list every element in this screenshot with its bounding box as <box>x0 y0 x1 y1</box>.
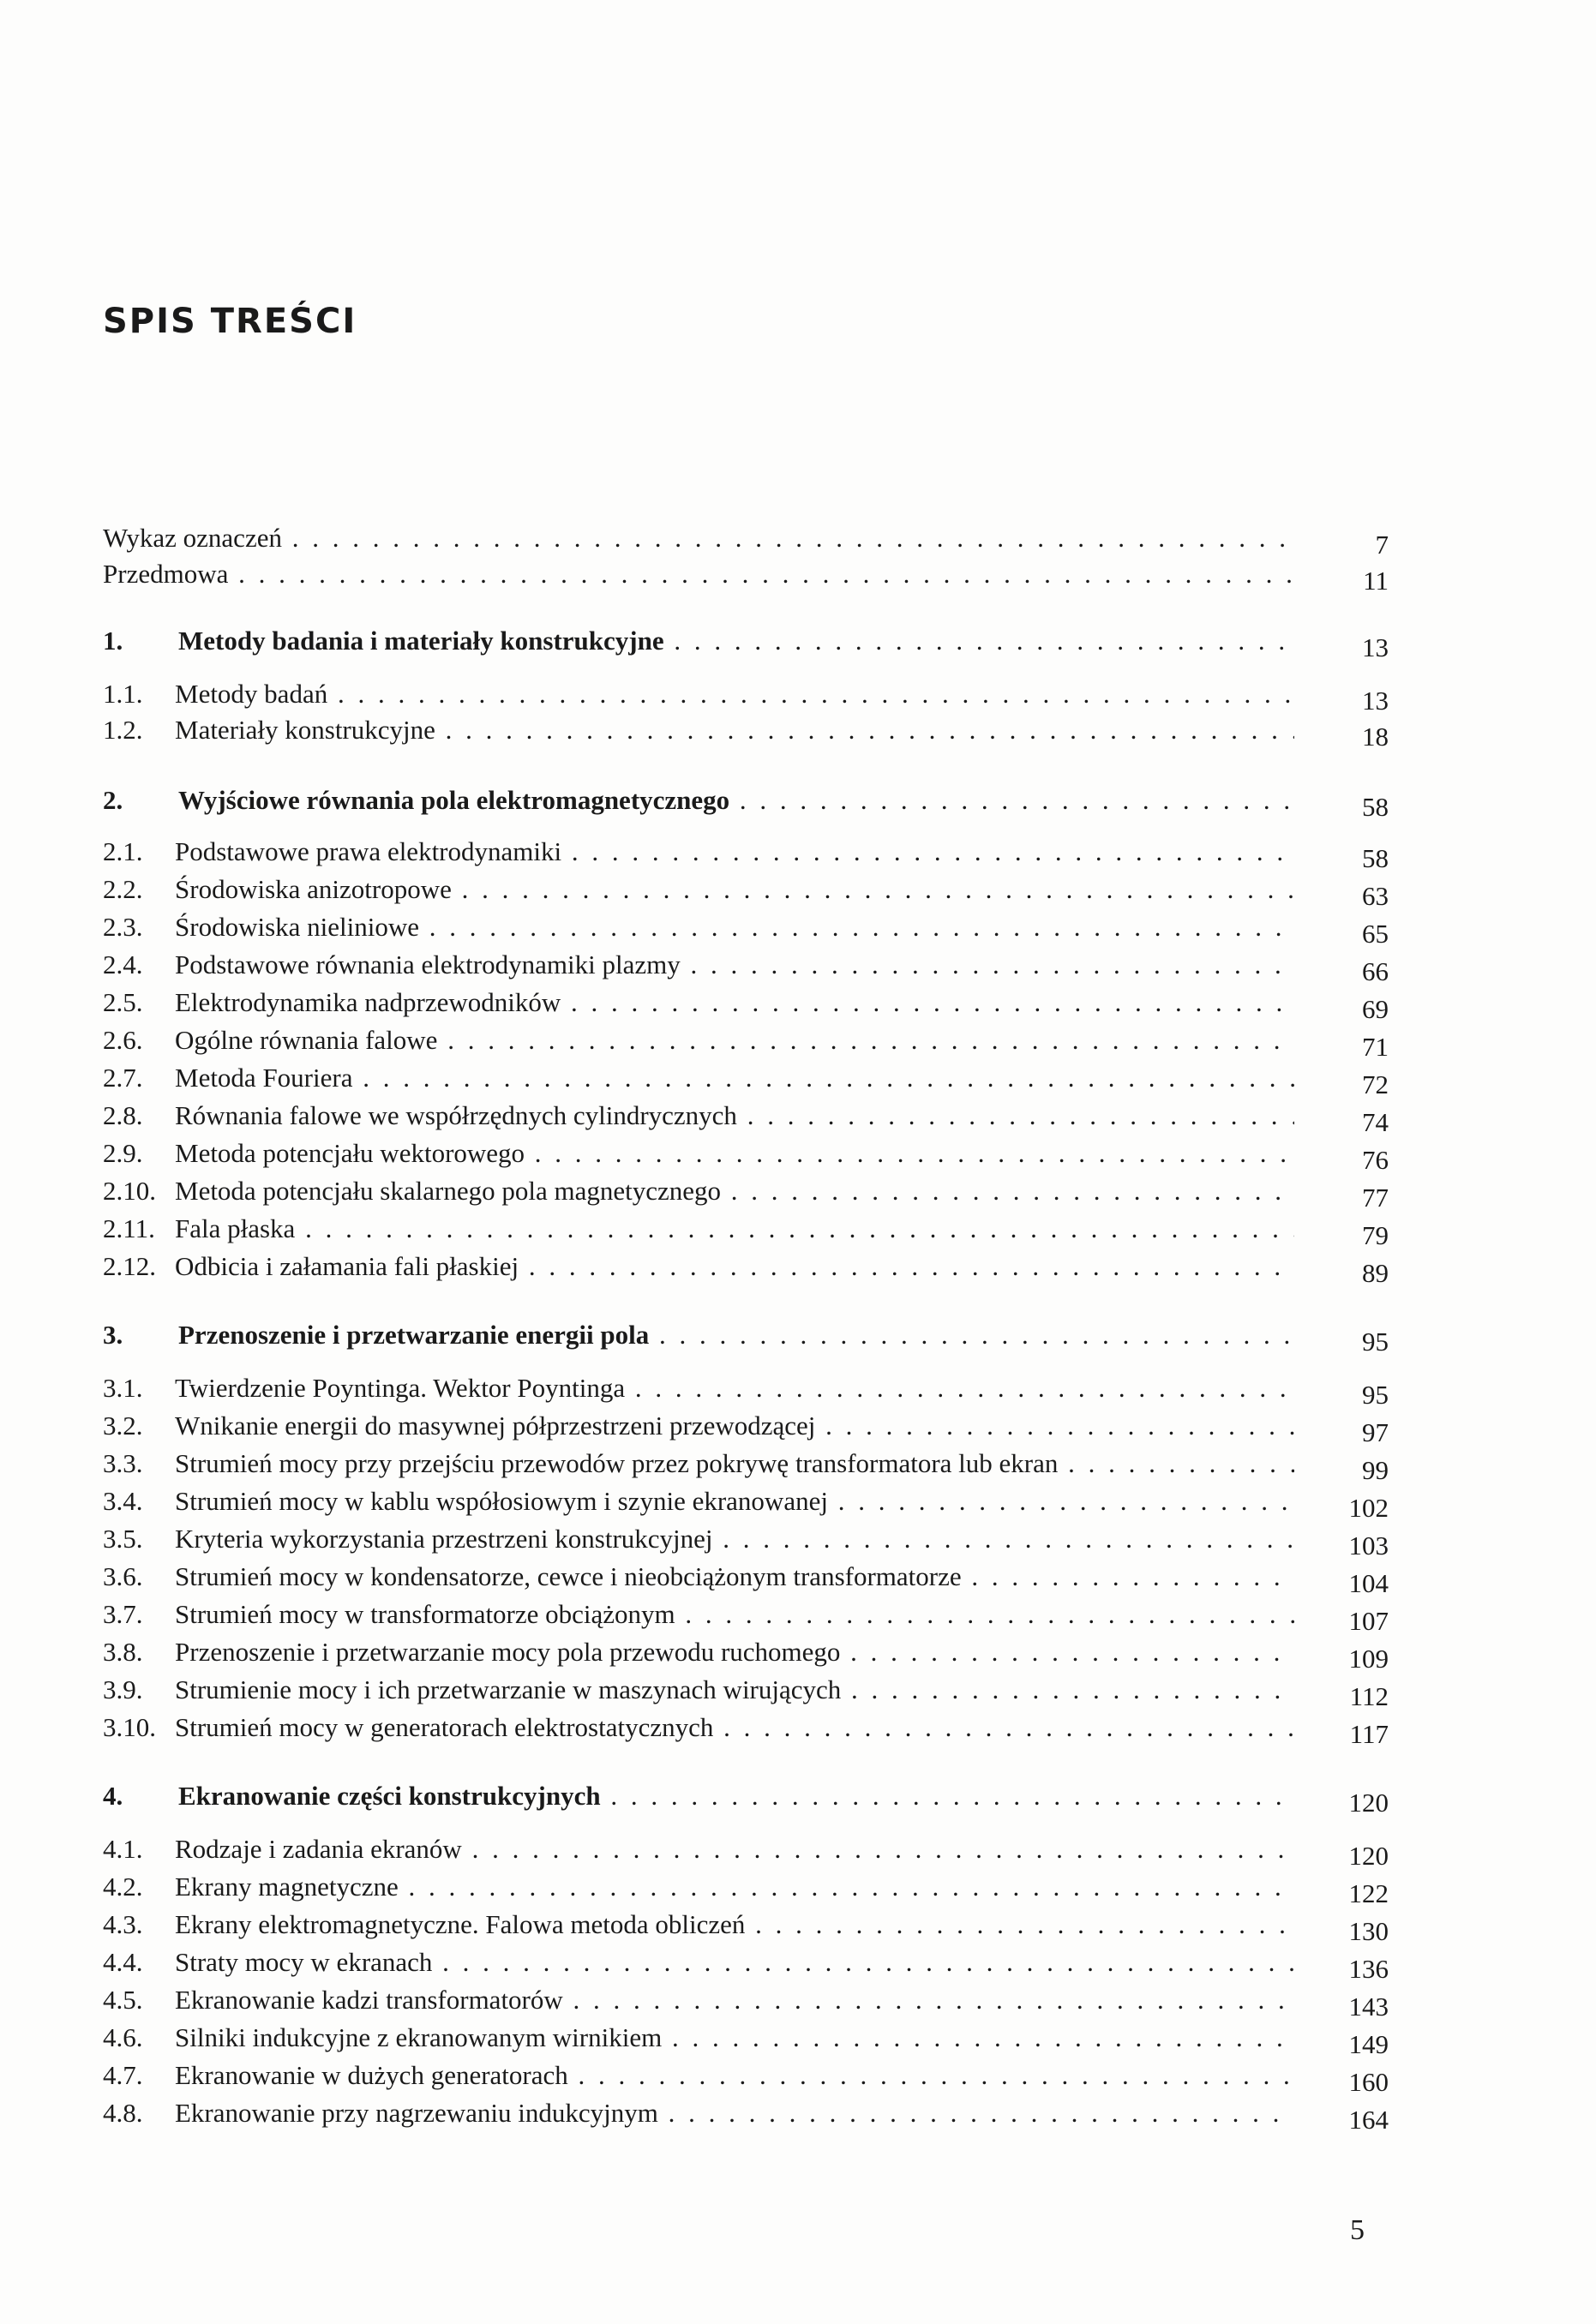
toc-entry-page: 102 <box>1348 1493 1389 1523</box>
toc-entry-title: Ekranowanie części konstrukcyjnych . . . <box>178 1777 1294 1815</box>
toc-entry-number: 3.10. <box>103 1712 156 1742</box>
toc-entry-page: 117 <box>1349 1719 1389 1749</box>
toc-entry-row[interactable] <box>103 1021 1389 1062</box>
toc-entry-title: Ekranowanie w dużych generatorach . . . <box>175 2057 1294 2094</box>
toc-entry-page: 74 <box>1362 1107 1389 1137</box>
toc-entry-page: 97 <box>1362 1417 1389 1447</box>
toc-entry-number: 4.4. <box>103 1947 143 1977</box>
toc-entry-page: 13 <box>1362 632 1389 662</box>
toc-entry-title: Metoda potencjału skalarnego pola magnetycznego . . . <box>175 1172 1294 1210</box>
toc-entry-number: 2.3. <box>103 912 143 942</box>
toc-entry-number: 4. <box>103 1781 123 1811</box>
toc-entry-title: Środowiska nieliniowe . . . <box>175 908 1294 946</box>
toc-entry-page: 69 <box>1362 994 1389 1024</box>
toc-entry-page: 149 <box>1348 2029 1389 2059</box>
toc-chapter-row[interactable] <box>103 1777 1389 1818</box>
toc-entry-title: Przenoszenie i przetwarzanie mocy pola przewodu ruchomego . . . <box>175 1633 1294 1671</box>
toc-entry-row[interactable] <box>103 2094 1389 2135</box>
toc-entry-title: Fala płaska . . . <box>175 1210 1294 1248</box>
toc-entry-row[interactable] <box>103 711 1389 752</box>
toc-entry-row[interactable] <box>103 1172 1389 1213</box>
toc-entry-row[interactable] <box>103 1830 1389 1871</box>
toc-chapter-row[interactable] <box>103 622 1389 660</box>
toc-entry-row[interactable] <box>103 1482 1389 1523</box>
toc-entry-number: 1. <box>103 626 123 656</box>
toc-entry-title: Ekranowanie kadzi transformatorów . . . <box>175 1981 1294 2019</box>
toc-entry-number: 2. <box>103 785 123 815</box>
toc-entry-title: Materiały konstrukcyjne . . . <box>175 711 1294 749</box>
toc-entry-number: 4.8. <box>103 2098 143 2128</box>
toc-entry-title: Odbicia i załamania fali płaskiej . . . <box>175 1248 1294 1285</box>
toc-entry-number: 4.3. <box>103 1909 143 1939</box>
toc-entry-number: 3.5. <box>103 1524 143 1554</box>
toc-entry-row[interactable] <box>103 555 1389 596</box>
toc-entry-number: 4.7. <box>103 2060 143 2090</box>
toc-entry-page: 95 <box>1362 1380 1389 1410</box>
toc-entry-row[interactable] <box>103 1059 1389 1097</box>
toc-entry-number: 2.2. <box>103 874 143 904</box>
toc-entry-number: 2.10. <box>103 1176 156 1206</box>
toc-entry-title: Równania falowe we współrzędnych cylindrycznych . . . <box>175 1097 1294 1135</box>
toc-entry-title: Strumień mocy w kablu współosiowym i szynie ekranowanej . . . <box>175 1482 1294 1520</box>
toc-entry-page: 112 <box>1349 1681 1389 1711</box>
toc-entry-row[interactable] <box>103 1633 1389 1674</box>
toc-entry-title: Kryteria wykorzystania przestrzeni konstrukcyjnej . . . <box>175 1520 1294 1558</box>
toc-entry-page: 11 <box>1363 566 1389 596</box>
toc-entry-page: 143 <box>1348 1992 1389 2022</box>
toc-entry-title: Wyjściowe równania pola elektromagnetycznego . . . <box>178 782 1294 819</box>
toc-entry-row[interactable] <box>103 833 1389 871</box>
toc-entry-title: Strumień mocy w transformatorze obciążonym . . . <box>175 1596 1294 1633</box>
toc-entry-page: 164 <box>1348 2105 1389 2135</box>
toc-entry-title: Wnikanie energii do masywnej półprzestrzeni przewodzącej . . . <box>175 1407 1294 1445</box>
toc-entry-row[interactable] <box>103 1944 1389 1984</box>
toc-entry-page: 13 <box>1362 686 1389 716</box>
toc-entry-title: Ekranowanie przy nagrzewaniu indukcyjnym . . . <box>175 2094 1294 2132</box>
toc-entry-title: Podstawowe prawa elektrodynamiki . . . <box>175 833 1294 871</box>
toc-entry-number: 3.3. <box>103 1448 143 1478</box>
toc-entry-page: 18 <box>1362 722 1389 752</box>
toc-entry-number: 1.1. <box>103 679 143 709</box>
toc-entry-row[interactable] <box>103 2019 1389 2057</box>
toc-entry-page: 122 <box>1348 1878 1389 1908</box>
toc-entry-number: 3.8. <box>103 1637 143 1667</box>
toc-entry-row[interactable] <box>103 1671 1389 1709</box>
toc-entry-number: 2.12. <box>103 1251 156 1281</box>
toc-entry-page: 130 <box>1348 1916 1389 1946</box>
toc-entry-title: Strumień mocy w kondensatorze, cewce i nieobciążonym transformatorze . . . <box>175 1558 1294 1596</box>
toc-entry-title: Ekrany magnetyczne . . . <box>175 1868 1294 1906</box>
toc-entry-page: 104 <box>1348 1568 1389 1598</box>
toc-entry-title: Wykaz oznaczeń . . . <box>103 519 1294 557</box>
toc-entry-page: 99 <box>1362 1455 1389 1485</box>
toc-entry-row[interactable] <box>103 1906 1389 1944</box>
toc-entry-title: Strumień mocy w generatorach elektrostatycznych . . . <box>175 1709 1294 1746</box>
toc-entry-number: 4.1. <box>103 1834 143 1864</box>
toc-entry-row[interactable] <box>103 1596 1389 1636</box>
toc-entry-title: Rodzaje i zadania ekranów . . . <box>175 1830 1294 1868</box>
toc-entry-page: 63 <box>1362 881 1389 911</box>
toc-chapter-row[interactable] <box>103 782 1389 822</box>
toc-entry-page: 89 <box>1362 1258 1389 1288</box>
toc-entry-number: 2.6. <box>103 1025 143 1055</box>
toc-entry-number: 3.1. <box>103 1373 143 1403</box>
toc-entry-number: 2.11. <box>103 1213 155 1243</box>
toc-entry-row[interactable] <box>103 871 1389 911</box>
toc-entry-row[interactable] <box>103 519 1389 560</box>
toc-entry-title: Twierdzenie Poyntinga. Wektor Poyntinga . . . <box>175 1369 1294 1407</box>
toc-entry-row[interactable] <box>103 1981 1389 2022</box>
toc-entry-page: 160 <box>1348 2067 1389 2097</box>
toc-entry-row[interactable] <box>103 1210 1389 1248</box>
toc-entry-row[interactable] <box>103 1558 1389 1596</box>
toc-entry-page: 120 <box>1348 1788 1389 1818</box>
toc-entry-row[interactable] <box>103 908 1389 949</box>
toc-entry-number: 3.7. <box>103 1599 143 1629</box>
toc-entry-row[interactable] <box>103 984 1389 1024</box>
page-title: SPIS TREŚCI <box>103 302 357 341</box>
toc-entry-row[interactable] <box>103 1248 1389 1288</box>
toc-entry-number: 3. <box>103 1320 123 1350</box>
toc-entry-number: 3.4. <box>103 1486 143 1516</box>
toc-entry-row[interactable] <box>103 1868 1389 1906</box>
toc-entry-row[interactable] <box>103 1445 1389 1485</box>
toc-entry-title: Metody badań . . . <box>175 675 1294 713</box>
toc-entry-page: 109 <box>1348 1644 1389 1674</box>
toc-entry-title: Podstawowe równania elektrodynamiki plazmy . . . <box>175 946 1294 984</box>
toc-entry-title: Strumień mocy przy przejściu przewodów przez pokrywę transformatora lub ekran . . . <box>175 1445 1294 1482</box>
toc-entry-number: 2.9. <box>103 1138 143 1168</box>
toc-entry-row[interactable] <box>103 675 1389 716</box>
toc-entry-title: Straty mocy w ekranach . . . <box>175 1944 1294 1981</box>
toc-entry-page: 58 <box>1362 843 1389 873</box>
toc-entry-title: Przedmowa . . . <box>103 555 1294 593</box>
toc-entry-page: 66 <box>1362 956 1389 986</box>
toc-entry-title: Metoda potencjału wektorowego . . . <box>175 1135 1294 1172</box>
toc-entry-page: 107 <box>1348 1606 1389 1636</box>
toc-entry-number: 3.2. <box>103 1411 143 1441</box>
toc-entry-page: 77 <box>1362 1183 1389 1213</box>
toc-entry-title: Środowiska anizotropowe . . . <box>175 871 1294 908</box>
toc-chapter-row[interactable] <box>103 1316 1389 1357</box>
toc-entry-number: 3.6. <box>103 1561 143 1591</box>
toc-entry-title: Strumienie mocy i ich przetwarzanie w maszynach wirujących . . . <box>175 1671 1294 1709</box>
toc-entry-number: 4.5. <box>103 1985 143 2015</box>
toc-entry-number: 2.1. <box>103 836 143 866</box>
toc-entry-page: 76 <box>1362 1145 1389 1175</box>
toc-entry-number: 1.2. <box>103 715 143 745</box>
toc-entry-page: 71 <box>1362 1032 1389 1062</box>
toc-entry-page: 58 <box>1362 792 1389 822</box>
toc-entry-title: Ekrany elektromagnetyczne. Falowa metoda obliczeń . . . <box>175 1906 1294 1944</box>
toc-entry-page: 65 <box>1362 919 1389 949</box>
toc-entry-row[interactable] <box>103 1407 1389 1445</box>
toc-entry-number: 4.6. <box>103 2022 143 2052</box>
toc-entry-row[interactable] <box>103 1369 1389 1410</box>
toc-entry-row[interactable] <box>103 1097 1389 1135</box>
toc-entry-page: 72 <box>1362 1069 1389 1099</box>
toc-entry-row[interactable] <box>103 2057 1389 2097</box>
toc-entry-title: Metoda Fouriera . . . <box>175 1059 1294 1097</box>
toc-entry-title: Elektrodynamika nadprzewodników . . . <box>175 984 1294 1021</box>
toc-entry-title: Metody badania i materiały konstrukcyjne . . . <box>178 622 1294 660</box>
toc-entry-title: Silniki indukcyjne z ekranowanym wirnikiem . . . <box>175 2019 1294 2057</box>
toc-entry-page: 95 <box>1362 1327 1389 1357</box>
toc-entry-title: Ogólne równania falowe . . . <box>175 1021 1294 1059</box>
toc-entry-page: 7 <box>1375 530 1389 560</box>
toc-entry-page: 103 <box>1348 1530 1389 1560</box>
toc-entry-number: 3.9. <box>103 1674 143 1704</box>
toc-entry-row[interactable] <box>103 1709 1389 1749</box>
toc-entry-number: 2.4. <box>103 949 143 979</box>
toc-entry-number: 4.2. <box>103 1872 143 1902</box>
toc-entry-number: 2.8. <box>103 1100 143 1130</box>
toc-entry-page: 136 <box>1348 1954 1389 1984</box>
toc-entry-page: 120 <box>1348 1841 1389 1871</box>
toc-entry-page: 79 <box>1362 1220 1389 1250</box>
toc-entry-number: 2.5. <box>103 987 143 1017</box>
toc-entry-row[interactable] <box>103 946 1389 984</box>
toc-entry-title: Przenoszenie i przetwarzanie energii pola . . . <box>178 1316 1294 1354</box>
page-number: 5 <box>1350 2214 1365 2246</box>
toc-entry-row[interactable] <box>103 1135 1389 1175</box>
toc-entry-number: 2.7. <box>103 1063 143 1093</box>
toc-entry-row[interactable] <box>103 1520 1389 1558</box>
